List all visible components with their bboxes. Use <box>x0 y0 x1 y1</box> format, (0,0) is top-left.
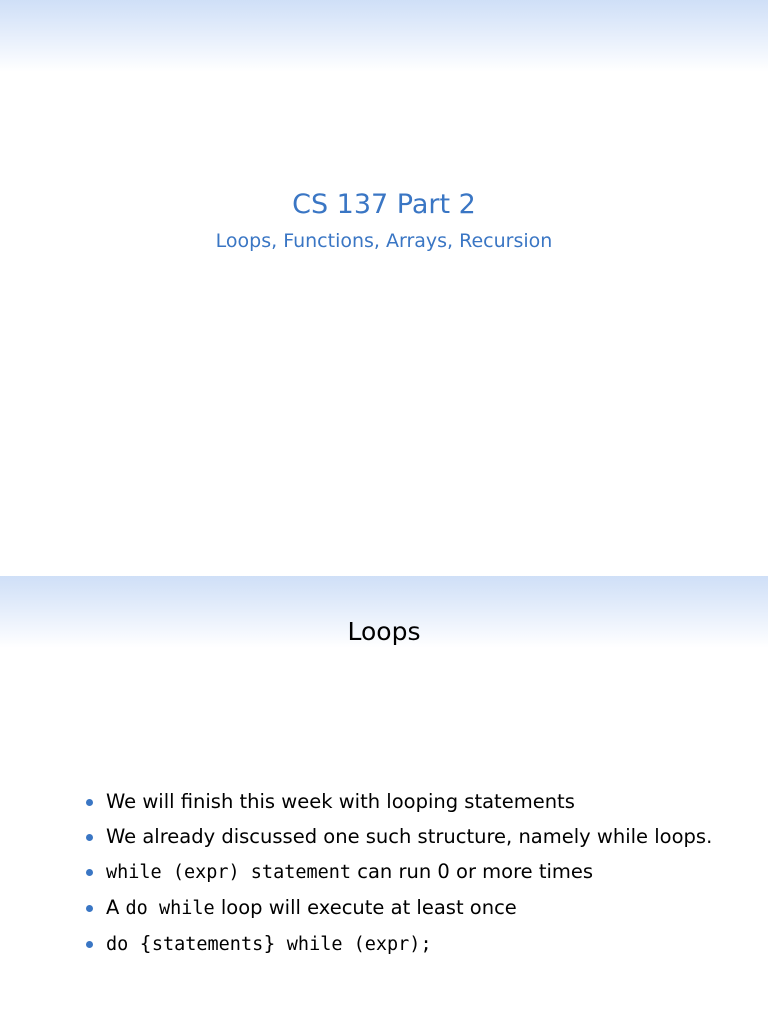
bullet-text: We already discussed one such structure, namely while loops. <box>106 825 713 848</box>
code-fragment: do <box>106 934 140 955</box>
presentation-title: CS 137 Part 2 <box>292 189 476 220</box>
bullet-text: loop will execute at least once <box>214 896 517 919</box>
bullet-dot-icon <box>86 941 93 948</box>
bullet-text: can run 0 or more times <box>351 860 594 883</box>
code-fragment: do while <box>125 898 215 919</box>
title-block <box>0 185 768 255</box>
code-fragment: while (expr) statement <box>106 862 352 883</box>
header-gradient-band <box>0 0 768 72</box>
code-fragment: while (expr); <box>275 934 432 955</box>
bullet-dot-icon <box>86 869 93 876</box>
brace-close: } <box>263 932 276 955</box>
frame-title: Loops <box>347 617 421 646</box>
bullet-item <box>84 854 712 890</box>
bullet-item <box>84 819 712 854</box>
bullet-text: We will finish this week with looping statements <box>106 790 575 813</box>
bullet-item <box>84 784 712 819</box>
code-fragment: statements <box>151 934 264 955</box>
loops-slide <box>0 576 768 1024</box>
brace-open: { <box>139 932 152 955</box>
bullet-dot-icon <box>86 905 93 912</box>
bullet-text: A <box>106 896 126 919</box>
bullet-dot-icon <box>86 834 93 841</box>
bullet-item <box>84 890 712 926</box>
bullet-dot-icon <box>86 799 93 806</box>
presentation-subtitle: Loops, Functions, Arrays, Recursion <box>215 230 553 252</box>
bullet-list <box>84 784 712 962</box>
bullet-item <box>84 926 712 962</box>
